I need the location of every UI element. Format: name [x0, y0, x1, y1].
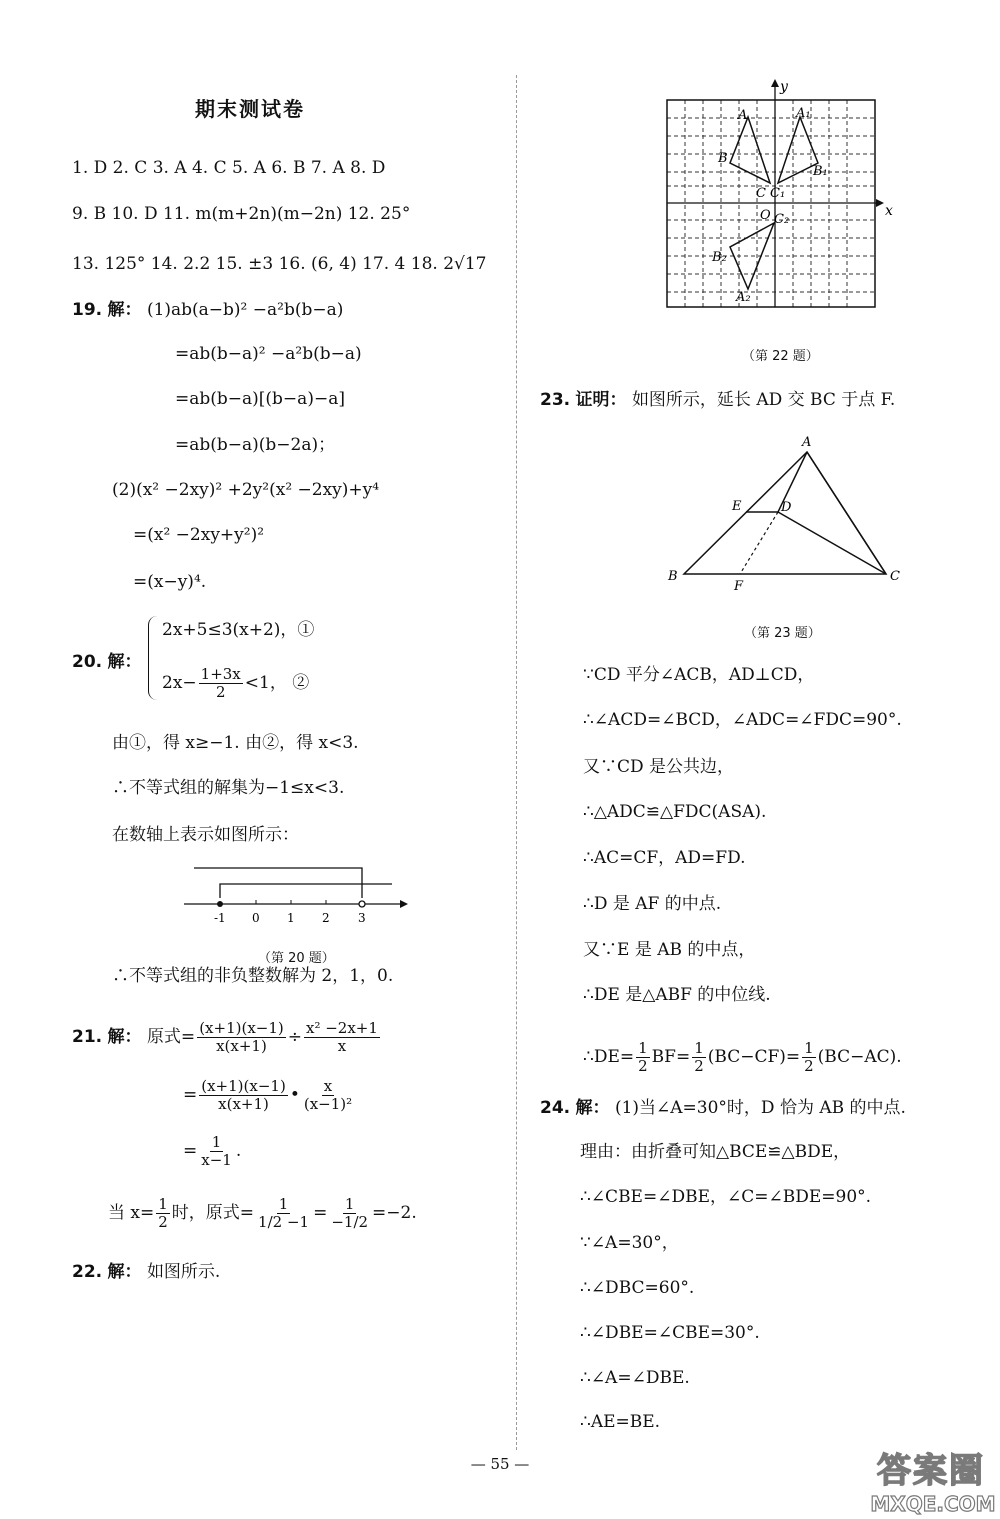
q24-step: ∴AE=BE. — [580, 1412, 661, 1432]
q23-intro-line — [540, 390, 895, 410]
q21-l4-pre: 当 x= — [108, 1203, 155, 1223]
tick-label: 1 — [287, 911, 295, 925]
label-d: D — [781, 500, 792, 515]
numerator: 1 — [344, 1195, 355, 1213]
numerator: 1 — [158, 1195, 168, 1213]
denominator: 2 — [215, 683, 226, 701]
q22-line — [72, 1262, 220, 1282]
denominator: x(x+1) — [218, 1095, 269, 1113]
q21-line-1 — [72, 1020, 382, 1055]
q21-label: 21. — [72, 1027, 103, 1047]
q23-step: 又∵CD 是公共边， — [583, 757, 735, 777]
q19-p2-line: (2)(x² −2xy)² +2y²(x² −2xy)+y⁴ — [112, 480, 380, 500]
tick-label: -1 — [214, 911, 226, 925]
q20-inequality-2 — [162, 666, 309, 701]
q23-step: ∴AC=CF，AD=FD. — [583, 848, 746, 868]
triangle-a1b1c1 — [778, 117, 818, 183]
q20-inequality-1: 2x+5≤3(x+2)，① — [162, 620, 315, 640]
denominator: 2 — [638, 1057, 648, 1075]
q23-label: 23. — [540, 390, 571, 410]
fraction — [199, 1078, 288, 1113]
q24-step: ∵∠A=30°， — [580, 1233, 679, 1253]
figure-22-caption: （第 22 题） — [742, 349, 819, 364]
denominator: 2 — [804, 1057, 814, 1075]
q22-label: 22. — [72, 1262, 103, 1282]
q20-text-2: ∴不等式组的解集为−1≤x<3. — [112, 778, 345, 798]
figure-23-caption: （第 23 题） — [744, 626, 821, 641]
fraction — [199, 1134, 234, 1169]
denominator: x — [337, 1037, 347, 1055]
fraction — [304, 1020, 380, 1055]
denominator: 2 — [158, 1213, 168, 1231]
q23-last-mid1: BF= — [651, 1047, 691, 1067]
axis-arrow — [400, 900, 408, 908]
denominator: (x−1)² — [303, 1095, 353, 1113]
q23-step: ∵CD 平分∠ACB，AD⊥CD， — [583, 665, 815, 685]
q24-step: ∴∠CBE=∠DBE，∠C=∠BDE=90°. — [580, 1187, 872, 1207]
page-number: — 55 — — [470, 1455, 530, 1473]
label-e: E — [732, 499, 742, 514]
numerator: 1 — [638, 1039, 648, 1057]
q24-line-1 — [540, 1098, 906, 1118]
numerator: 1 — [804, 1039, 814, 1057]
q20-text-3: 在数轴上表示如图所示： — [112, 825, 299, 845]
q21-l1-pre: 原式= — [146, 1027, 196, 1047]
tick-label: 0 — [252, 911, 260, 925]
q21-l4-mid: 时，原式= — [171, 1203, 255, 1223]
q19-p1-line: =ab(b−a)[(b−a)−a] — [175, 389, 345, 409]
q23-last-post: (BC−AC). — [817, 1047, 902, 1067]
label-c: C — [756, 186, 766, 201]
q24-step: (1)当∠A=30°时，D 恰为 AB 的中点. — [614, 1098, 906, 1118]
numerator: 1 — [694, 1039, 704, 1057]
q23-step: ∴D 是 AF 的中点. — [583, 894, 722, 914]
denominator: 2 — [694, 1057, 704, 1075]
q19-p1-line: (1)ab(a−b)² −a²b(b−a) — [146, 300, 344, 320]
q23-step: ∴DE 是△ABF 的中位线. — [583, 985, 771, 1005]
answers-row-3: 13. 125° 14. 2.2 15. ±3 16. (6, 4) 17. 4 18. 2√17 — [72, 254, 487, 274]
solution-bracket-upper — [194, 868, 362, 898]
label-a: A — [738, 108, 748, 123]
denominator: 1/2 −1 — [258, 1213, 310, 1231]
q23-last-mid2: (BC−CF)= — [707, 1047, 801, 1067]
fraction — [636, 1040, 650, 1075]
q21-l4-post: =−2. — [372, 1203, 417, 1223]
tick-label: 2 — [322, 911, 330, 925]
column-divider — [516, 75, 517, 1450]
q21-line-3: = $\frac{1}{x-1}$ . — [183, 1133, 242, 1169]
numerator: x — [323, 1077, 333, 1095]
label-b: B — [668, 569, 678, 584]
q21-l3-post: . — [235, 1141, 242, 1161]
closed-dot — [217, 901, 223, 907]
q22-text: 如图所示. — [146, 1262, 221, 1282]
q20-text-4: ∴不等式组的非负整数解为 2，1，0. — [112, 966, 394, 986]
q19-head: 解： — [107, 300, 142, 320]
watermark-url: MXQE.COM — [870, 1492, 996, 1516]
q23-step: ∴△ADC≌△FDC(ASA). — [583, 802, 767, 822]
q20-label-line — [72, 652, 142, 672]
axis-label-x: x — [885, 203, 893, 219]
fraction — [302, 1078, 354, 1113]
figure-20-caption: （第 20 题） — [258, 951, 335, 966]
number-line-figure — [180, 860, 410, 930]
q20-text-1: 由①，得 x≥−1. 由②，得 x<3. — [112, 733, 359, 753]
numerator: 1+3x — [200, 665, 241, 683]
triangle-abc — [730, 117, 770, 183]
q24-label: 24. — [540, 1098, 571, 1118]
fraction — [197, 1020, 286, 1055]
system-brace — [148, 616, 158, 700]
denominator: −1/2 — [331, 1213, 369, 1231]
numerator: x² −2x+1 — [306, 1019, 378, 1037]
label-o: O — [760, 208, 771, 223]
q23-final-line — [583, 1040, 902, 1075]
q21-head: 解： — [107, 1027, 142, 1047]
axis-label-y: y — [780, 79, 788, 95]
label-b: B — [718, 151, 728, 166]
label-a1: A₁ — [796, 106, 811, 121]
q21-line-2: = $\frac{(x+1)(x-1)}{x(x+1)}$ • $\frac{x}{\text{(x−1)²}}$ — [183, 1077, 353, 1113]
q19-p1-line: =ab(b−a)(b−2a)； — [175, 435, 336, 455]
ineq2-pre: 2x− — [162, 673, 197, 693]
label-c2: C₂ — [774, 212, 790, 227]
label-c1: C₁ — [770, 186, 786, 201]
q19-p2-line: =(x² −2xy+y²)² — [133, 525, 265, 545]
answers-row-1: 1. D 2. C 3. A 4. C 5. A 6. B 7. A 8. D — [72, 158, 386, 178]
q24-step: 理由：由折叠可知△BCE≌△BDE， — [580, 1142, 851, 1162]
page-title: 期末测试卷 — [195, 97, 305, 121]
denominator: x(x+1) — [216, 1037, 267, 1055]
label-a2: A₂ — [736, 290, 751, 305]
label-f: F — [734, 579, 744, 594]
q23-last-pre: ∴DE= — [583, 1047, 635, 1067]
q24-step: ∴∠DBC=60°. — [580, 1278, 695, 1298]
numerator: 1 — [278, 1195, 289, 1213]
x-arrow — [876, 199, 884, 207]
denominator: x−1 — [201, 1151, 232, 1169]
divide-sign: ÷ — [287, 1027, 302, 1047]
grid-figure — [650, 75, 900, 315]
q21-line-4: 当 x= $\frac{1}{2}$ 时，原式= $\frac{1}{1/2 -1}$ = $\frac{1}{-1/2}$ =−2. — [108, 1195, 417, 1231]
q24-head: 解： — [575, 1098, 610, 1118]
label-c: C — [890, 569, 900, 584]
triangle-figure — [660, 430, 910, 595]
fraction — [802, 1040, 816, 1075]
q19-line-1 — [72, 300, 343, 320]
fraction — [329, 1196, 370, 1231]
tick-label: 3 — [358, 911, 366, 925]
numerator: (x+1)(x−1) — [201, 1077, 286, 1095]
solution-bracket-lower — [220, 884, 392, 898]
q24-step: ∴∠DBE=∠CBE=30°. — [580, 1323, 760, 1343]
numerator: 1 — [211, 1133, 222, 1151]
label-a: A — [802, 435, 812, 450]
fraction — [156, 1196, 170, 1231]
watermark-logo: 答案圈 — [877, 1450, 985, 1491]
q23-head: 证明： — [575, 390, 627, 410]
fraction — [256, 1196, 311, 1231]
y-arrow — [771, 79, 779, 87]
numerator: (x+1)(x−1) — [199, 1019, 284, 1037]
fraction — [199, 666, 243, 701]
label-b1: B₁ — [813, 164, 828, 179]
q23-intro: 如图所示，延长 AD 交 BC 于点 F. — [631, 390, 896, 410]
q24-step: ∴∠A=∠DBE. — [580, 1368, 690, 1388]
segment-df-dashed — [740, 512, 778, 574]
label-b2: B₂ — [712, 250, 727, 265]
q20-head: 解： — [107, 652, 142, 672]
side-ac — [807, 452, 886, 574]
ineq2-post: <1， ② — [244, 673, 310, 693]
fraction — [692, 1040, 706, 1075]
answers-row-2: 9. B 10. D 11. m(m+2n)(m−2n) 12. 25° — [72, 204, 411, 224]
q19-label: 19. — [72, 300, 103, 320]
q20-label: 20. — [72, 652, 103, 672]
q23-step: 又∵E 是 AB 的中点， — [583, 940, 756, 960]
q19-p1-line: =ab(b−a)² −a²b(b−a) — [175, 344, 362, 364]
open-dot — [359, 901, 365, 907]
multiply-sign: • — [289, 1085, 300, 1105]
q19-p2-line: =(x−y)⁴. — [133, 572, 207, 592]
segment-cd — [778, 512, 886, 574]
q23-step: ∴∠ACD=∠BCD，∠ADC=∠FDC=90°. — [583, 710, 902, 730]
q22-head: 解： — [107, 1262, 142, 1282]
